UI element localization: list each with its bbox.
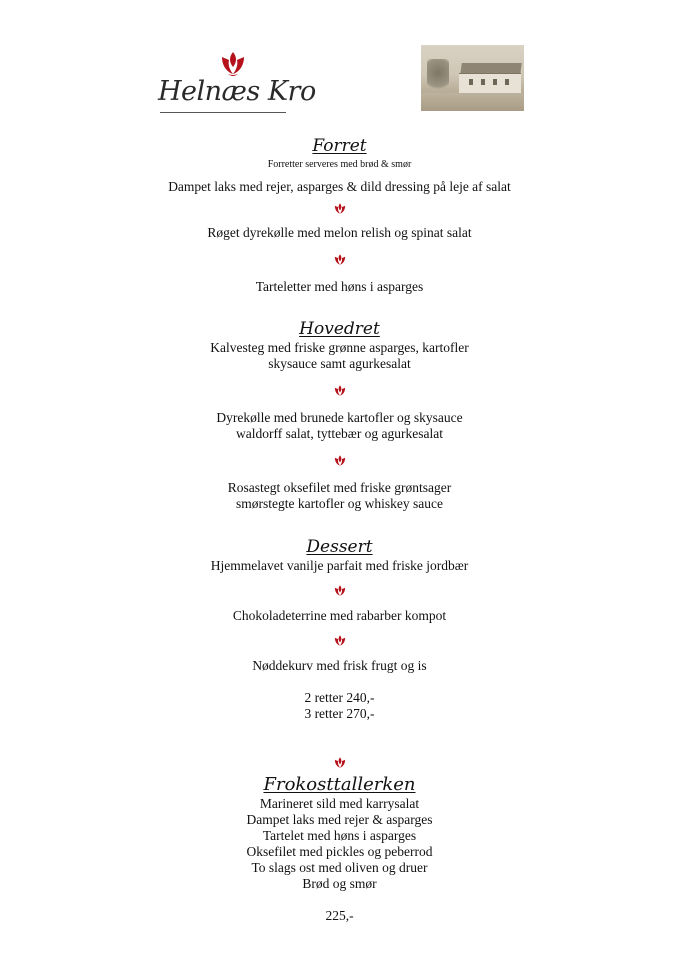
forret-item-1: Dampet laks med rejer, asparges & dild dressing på leje af salat <box>168 179 511 194</box>
ornament-icon <box>0 634 679 648</box>
price-three-courses: 3 retter 270,- <box>304 706 375 721</box>
photo-window <box>469 79 473 85</box>
section-title-forret: Forret <box>312 136 367 156</box>
frokost-line-6: Brød og smør <box>302 876 377 891</box>
section-title-hovedret: Hovedret <box>299 319 380 339</box>
hovedret-item-2-line-1: Dyrekølle med brunede kartofler og skysauce <box>216 410 463 425</box>
frokost-line-4: Oksefilet med pickles og peberrod <box>246 844 433 859</box>
frokost-line-1: Marineret sild med karrysalat <box>259 796 420 811</box>
frokost-line-5: To slags ost med oliven og druer <box>251 860 428 875</box>
price-two-courses: 2 retter 240,- <box>304 690 375 705</box>
dessert-item-2: Chokoladeterrine med rabarber kompot <box>232 608 447 623</box>
photo-window <box>505 79 509 85</box>
hovedret-item-2-line-2: waldorff salat, tyttebær og agurkesalat <box>235 426 444 441</box>
tulip-logo-icon <box>218 50 248 78</box>
photo-window <box>493 79 497 85</box>
ornament-icon <box>0 584 679 598</box>
hovedret-item-3-line-1: Rosastegt oksefilet med friske grøntsager <box>227 480 452 495</box>
logo <box>158 50 316 116</box>
ornament-icon <box>0 454 679 468</box>
ornament-icon <box>0 756 679 770</box>
section-title-dessert: Dessert <box>306 537 373 557</box>
photo-tree <box>427 59 449 93</box>
hovedret-item-3-line-2: smørstegte kartofler og whiskey sauce <box>236 496 443 511</box>
ornament-icon <box>0 202 679 216</box>
photo-road <box>421 93 524 111</box>
forret-item-3: Tarteletter med høns i asparges <box>255 279 424 294</box>
frokost-price: 225,- <box>325 908 354 923</box>
menu <box>0 135 679 924</box>
ornament-icon <box>0 253 679 267</box>
logo-underline <box>160 112 286 113</box>
section-title-frokost: Frokosttallerken <box>263 774 416 795</box>
inn-photo <box>421 45 524 111</box>
dessert-item-1: Hjemmelavet vanilje parfait med friske jordbær <box>210 558 469 573</box>
photo-window <box>481 79 485 85</box>
ornament-icon <box>0 384 679 398</box>
frokost-line-3: Tartelet med høns i asparges <box>262 828 417 843</box>
logo-text: Helnæs Kro <box>158 76 316 107</box>
forret-item-2: Røget dyrekølle med melon relish og spinat salat <box>207 225 472 240</box>
hovedret-item-1-line-2: skysauce samt agurkesalat <box>268 356 411 371</box>
dessert-item-3: Nøddekurv med frisk frugt og is <box>252 658 427 673</box>
frokost-line-2: Dampet laks med rejer & asparges <box>246 812 433 827</box>
hovedret-item-1-line-1: Kalvesteg med friske grønne asparges, kartofler <box>210 340 469 355</box>
forret-note: Forretter serveres med brød & smør <box>267 159 412 170</box>
